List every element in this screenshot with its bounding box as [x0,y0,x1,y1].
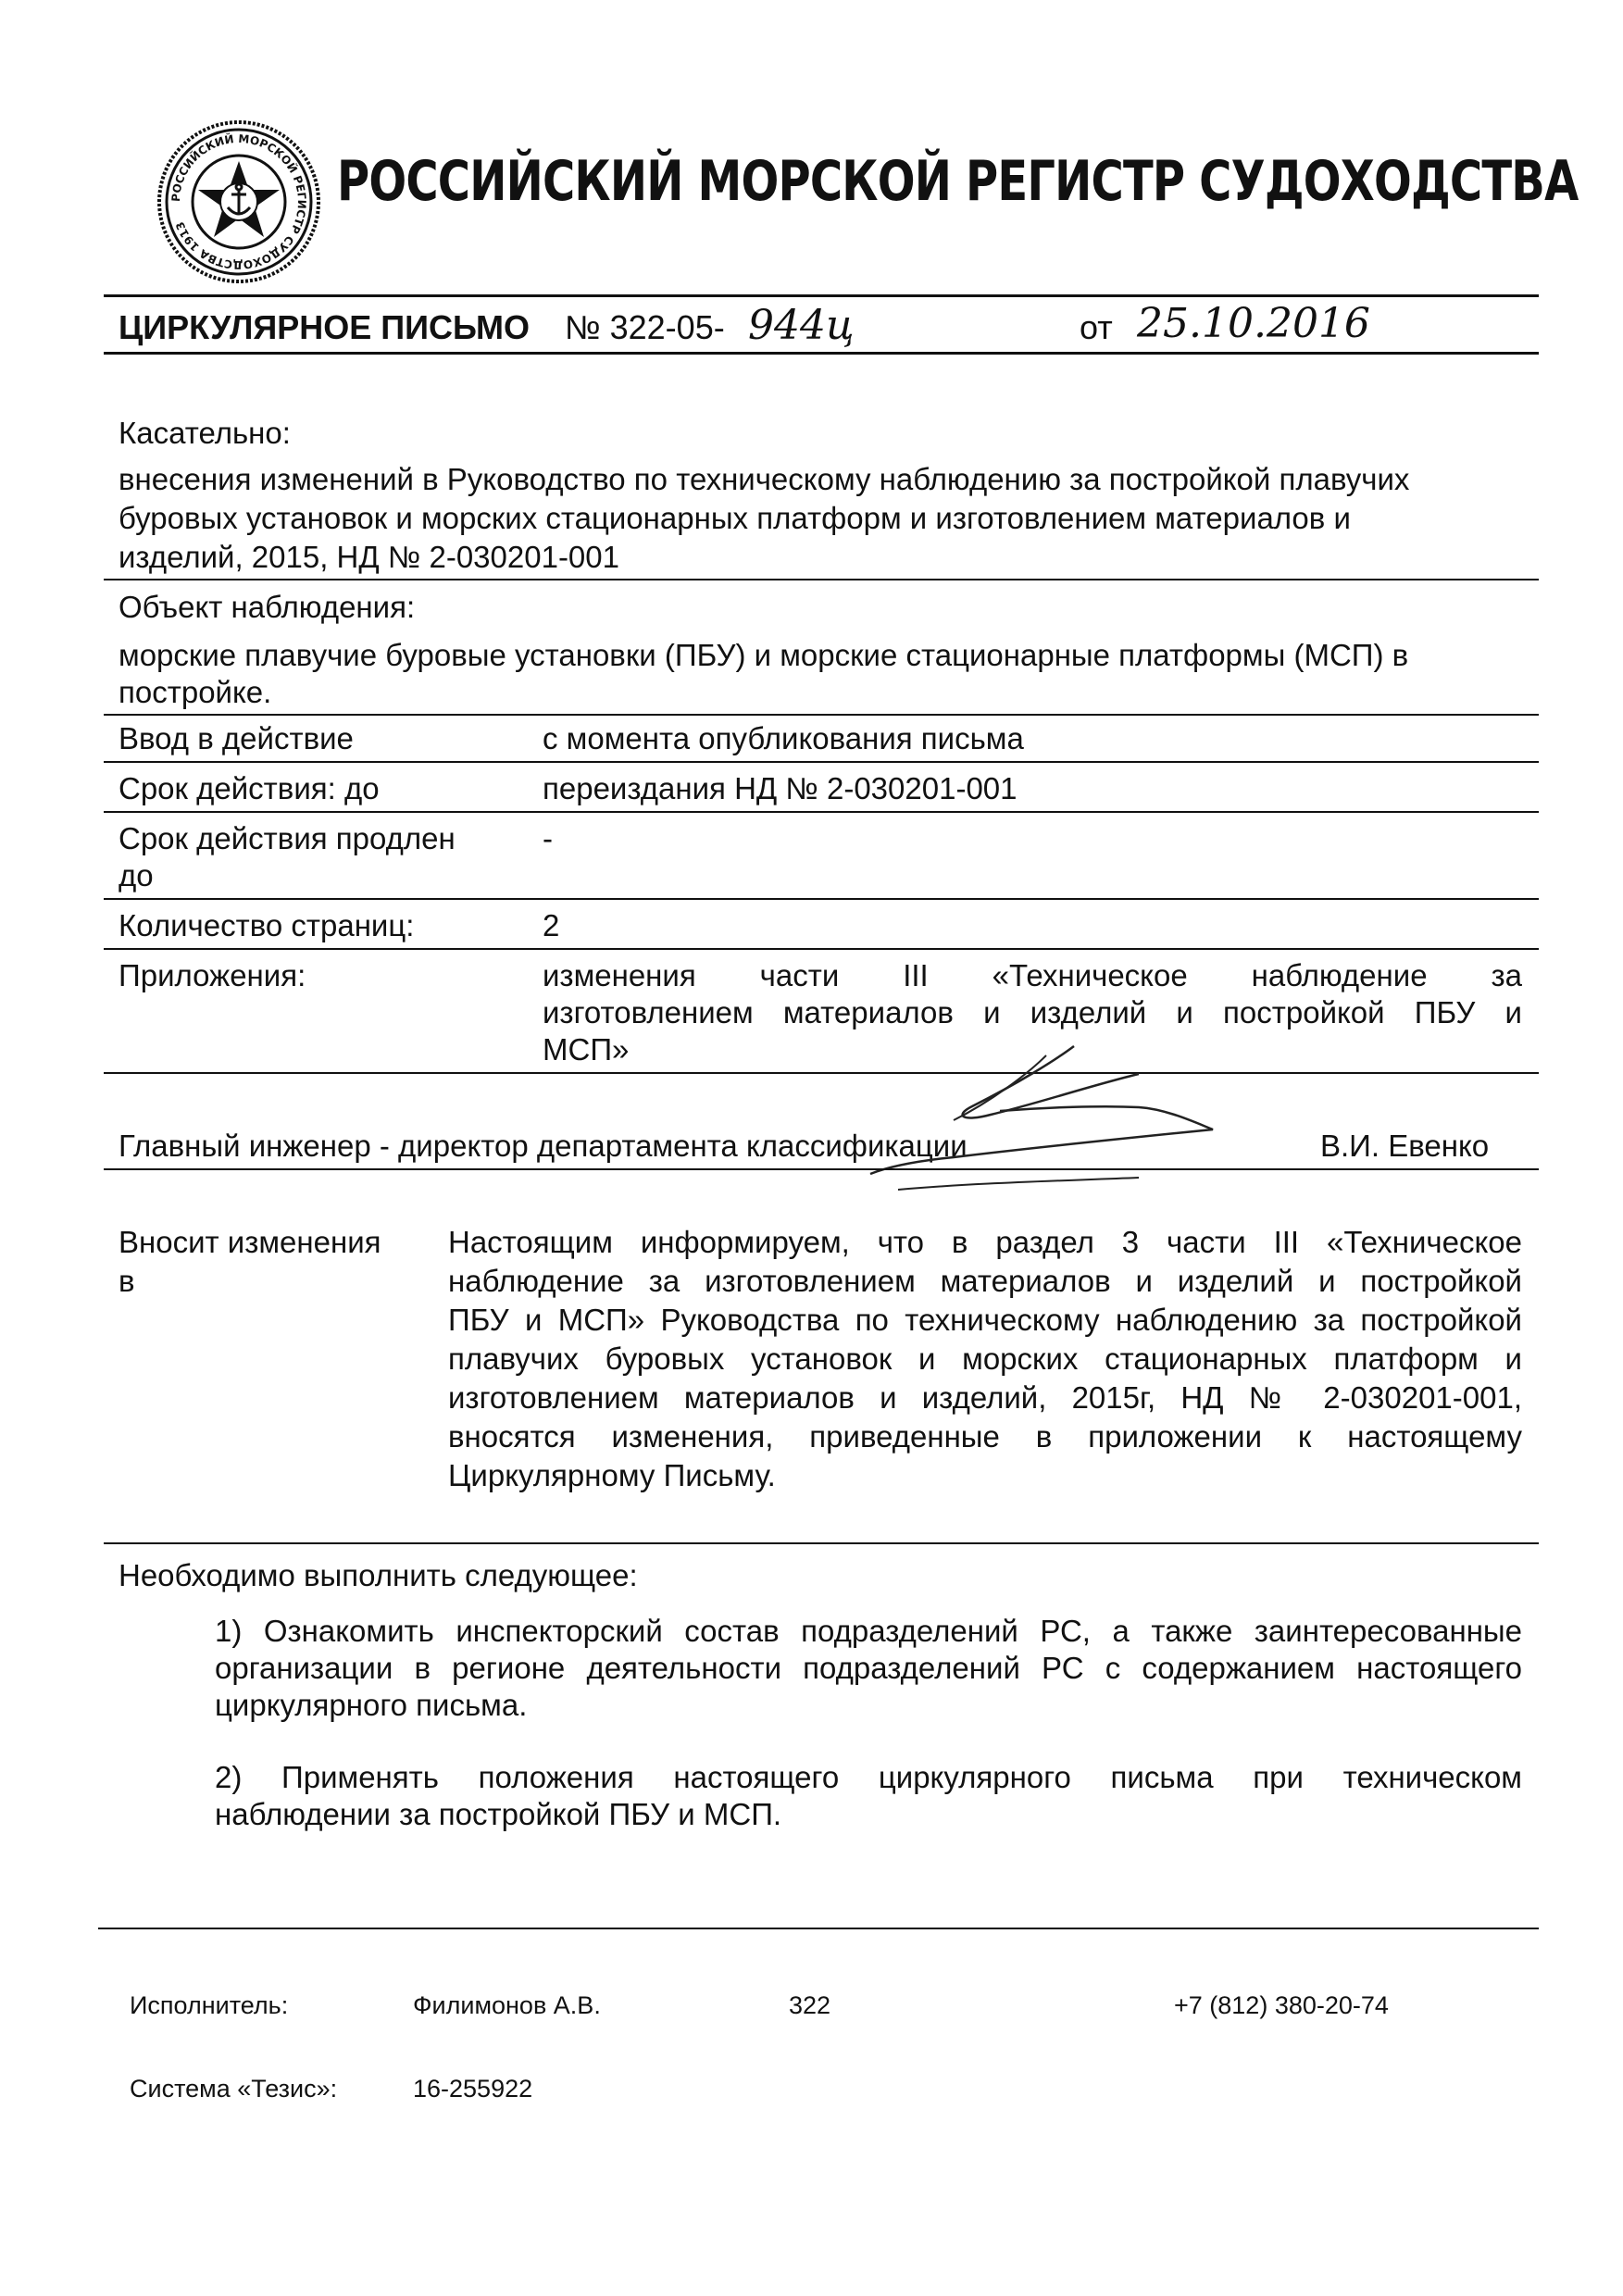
executor-code: 322 [789,1991,831,2019]
validity-value: переиздания НД № 2-030201-001 [543,771,1017,805]
attachments-line: МСП» [543,1032,630,1067]
signature-divider [104,1168,1539,1170]
rs-logo [156,119,322,285]
signatory-name: В.И. Евенко [1320,1129,1490,1163]
action-item-2-line: 2) Применять положения настоящего циркулярного письма при техническом [215,1760,1522,1794]
effective-label: Ввод в действие [119,721,354,755]
handwritten-signature [861,1018,1342,1222]
date-prefix: от [1080,308,1113,346]
system-number: 16-255922 [413,2075,533,2103]
actions-label: Необходимо выполнить следующее: [119,1558,638,1592]
effective-value: с момента опубликования письма [543,721,1024,755]
date-handwritten: 25.10.2016 [1137,300,1370,347]
section-divider [104,714,1539,716]
extended-value: - [543,821,553,855]
changes-line: Настоящим информируем, что в раздел 3 части III «Техническое [448,1225,1522,1259]
executor-phone: +7 (812) 380-20-74 [1174,1991,1389,2019]
logo-ring-text: РОССИЙСКИЙ МОРСКОЙ РЕГИСТР СУДОХОДСТВА 1913 [169,131,309,272]
action-item-1-line: организации в регионе деятельности подразделений РС с содержанием настоящего [215,1651,1522,1685]
changes-line: плавучих буровых установок и морских стационарных платформ и [448,1341,1522,1376]
section-divider [104,1542,1539,1544]
document-number-handwritten: 944ц [748,302,855,349]
action-item-1-line: 1) Ознакомить инспекторский состав подразделений РС, а также заинтересованные [215,1614,1522,1648]
document-number-prefix: № 322-05- [565,308,725,346]
extended-label-continued: до [119,858,154,892]
changes-label: Вносит изменения [119,1225,381,1259]
changes-line: наблюдение за изготовлением материалов и изделий и постройкой [448,1264,1522,1298]
footer-divider [98,1928,1539,1929]
document-type: ЦИРКУЛЯРНОЕ ПИСЬМО [119,308,530,346]
changes-line: ПБУ и МСП» Руководства по техническому наблюдению за постройкой [448,1303,1522,1337]
row-divider [104,761,1539,763]
subject-label: Касательно: [119,416,291,450]
executor-name: Филимонов А.В. [413,1991,601,2019]
attachments-line: изменения части III «Техническое наблюдение за [543,958,1522,992]
header-divider-top [104,294,1539,297]
attachments-label: Приложения: [119,958,306,992]
pages-label: Количество страниц: [119,908,415,942]
object-label: Объект наблюдения: [119,590,416,624]
pages-value: 2 [543,908,560,942]
system-label: Система «Тезис»: [130,2075,338,2103]
changes-line: Циркулярному Письму. [448,1458,776,1492]
subject-line: буровых установок и морских стационарных платформ и изготовлением материалов и [119,501,1351,535]
extended-label: Срок действия продлен [119,821,456,855]
signatory-title: Главный инженер - директор департамента классификации [119,1129,968,1163]
subject-line: внесения изменений в Руководство по техническому наблюдению за постройкой плавучих [119,462,1410,496]
header-divider-bottom [104,352,1539,355]
subject-line: изделий, 2015, НД № 2-030201-001 [119,540,619,574]
row-divider [104,811,1539,813]
action-item-1-line: циркулярного письма. [215,1688,528,1722]
organization-name: РОССИЙСКИЙ МОРСКОЙ РЕГИСТР СУДОХОДСТВА [337,149,1579,214]
row-divider [104,898,1539,900]
attachments-line: изготовлением материалов и изделий и постройкой ПБУ и [543,995,1522,1029]
validity-label: Срок действия: до [119,771,380,805]
changes-label-continued: в [119,1264,135,1298]
executor-label: Исполнитель: [130,1991,289,2019]
changes-line: вносятся изменения, приведенные в приложении к настоящему [448,1419,1522,1454]
object-line: морские плавучие буровые установки (ПБУ) и морские стационарные платформы (МСП) в [119,638,1409,672]
action-item-2-line: наблюдении за постройкой ПБУ и МСП. [215,1797,782,1831]
row-divider [104,948,1539,950]
object-line: постройке. [119,675,272,709]
changes-line: изготовлением материалов и изделий, 2015г, НД № 2-030201-001, [448,1380,1522,1415]
section-divider [104,579,1539,580]
